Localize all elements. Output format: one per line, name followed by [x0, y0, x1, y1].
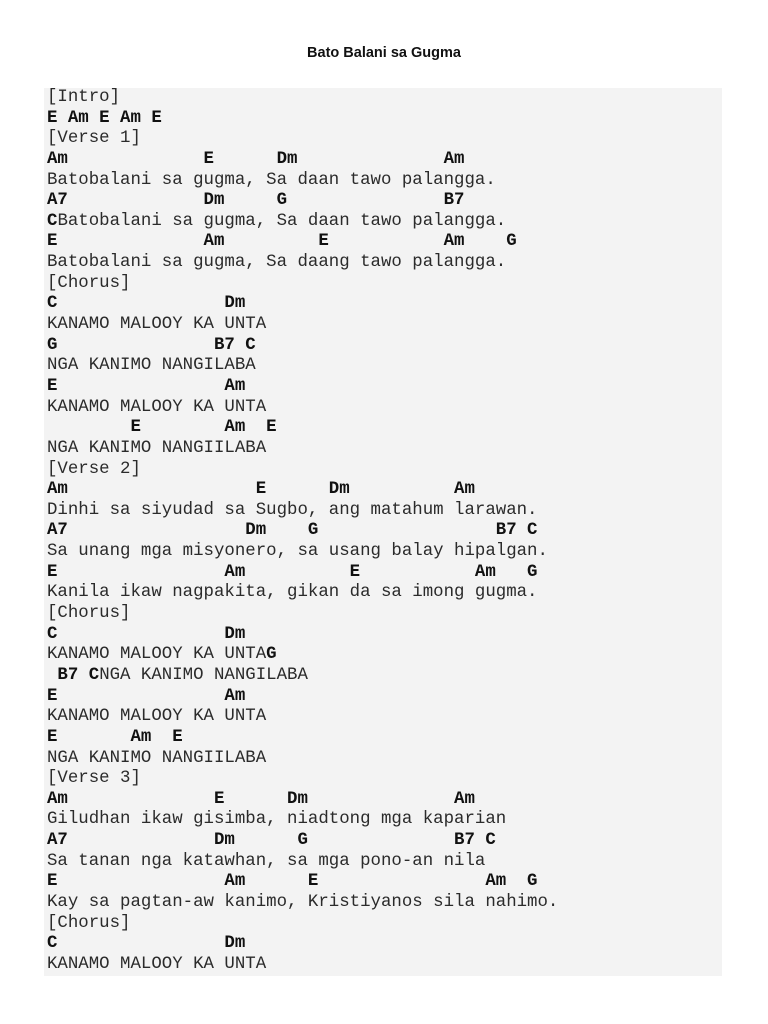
inline-chord: G	[266, 645, 277, 665]
chord-line: E Am E Am G	[47, 872, 538, 892]
lyric-line: Batobalani sa gugma, Sa daan tawo palangga.	[47, 170, 496, 190]
section-label: [Intro]	[47, 88, 121, 107]
chord-line: A7 Dm G B7	[47, 191, 465, 211]
section-label: [Verse 2]	[47, 459, 141, 479]
chord-line: A7 Dm G B7 C	[47, 831, 496, 851]
lyric-line: NGA KANIMO NANGIILABA	[47, 438, 267, 458]
lyric-line: KANAMO MALOOY KA UNTA	[47, 397, 267, 417]
lyric-line: KANAMO MALOOY KA UNTA	[47, 707, 267, 727]
chord-line: C Dm	[47, 934, 246, 954]
chord-line: Am E Dm Am	[47, 149, 465, 169]
chord-line: C Dm	[47, 294, 246, 314]
section-label: [Chorus]	[47, 913, 131, 933]
chord-line: E Am E	[47, 418, 277, 438]
document-title: Bato Balani sa Gugma	[307, 45, 461, 61]
chord-lyric-line	[47, 666, 558, 687]
chord-lyric-line	[47, 645, 558, 666]
chord-lyric-line	[47, 212, 558, 233]
section-label: [Chorus]	[47, 604, 131, 624]
chord-line: E Am E Am E	[47, 108, 162, 128]
chord-line: E Am	[47, 376, 246, 396]
section-label: [Verse 3]	[47, 769, 141, 789]
lyric-segment: Batobalani sa gugma, Sa daan tawo palangga.	[57, 211, 507, 231]
section-label: [Chorus]	[47, 273, 131, 293]
chord-line: Am E Dm Am	[47, 789, 475, 809]
lyric-line: KANAMO MALOOY KA UNTA	[47, 954, 267, 974]
lyric-line: Kanila ikaw nagpakita, gikan da sa imong gugma.	[47, 583, 538, 603]
chord-line: E Am E Am G	[47, 232, 517, 252]
lyric-line: Batobalani sa gugma, Sa daang tawo palangga.	[47, 253, 507, 273]
chord-line: G B7 C	[47, 335, 256, 355]
inline-chord: C	[47, 211, 58, 231]
chord-line: E Am E	[47, 727, 183, 747]
chord-line: C Dm	[47, 624, 246, 644]
section-label: [Verse 1]	[47, 129, 141, 149]
lyric-line: KANAMO MALOOY KA UNTA	[47, 315, 267, 335]
chord-line: A7 Dm G B7 C	[47, 521, 538, 541]
chord-line: E Am E Am G	[47, 562, 538, 582]
lyric-segment: KANAMO MALOOY KA UNTA	[47, 645, 267, 665]
lyric-line: NGA KANIMO NANGIILABA	[47, 748, 267, 768]
lyric-line: NGA KANIMO NANGILABA	[47, 356, 256, 376]
inline-chord: B7 C	[47, 665, 100, 685]
lyric-line: Sa tanan nga katawhan, sa mga pono-an nila	[47, 851, 486, 871]
lyric-line: Giludhan ikaw gisimba, niadtong mga kaparian	[47, 810, 507, 830]
chord-sheet	[47, 88, 558, 976]
chord-line: E Am	[47, 686, 246, 706]
lyric-segment: NGA KANIMO NANGILABA	[99, 665, 308, 685]
lyric-line: Dinhi sa siyudad sa Sugbo, ang matahum larawan.	[47, 500, 538, 520]
lyric-line: Sa unang mga misyonero, sa usang balay hipalgan.	[47, 542, 548, 562]
lyric-line: Kay sa pagtan-aw kanimo, Kristiyanos sila nahimo.	[47, 892, 559, 912]
chord-line: Am E Dm Am	[47, 480, 475, 500]
